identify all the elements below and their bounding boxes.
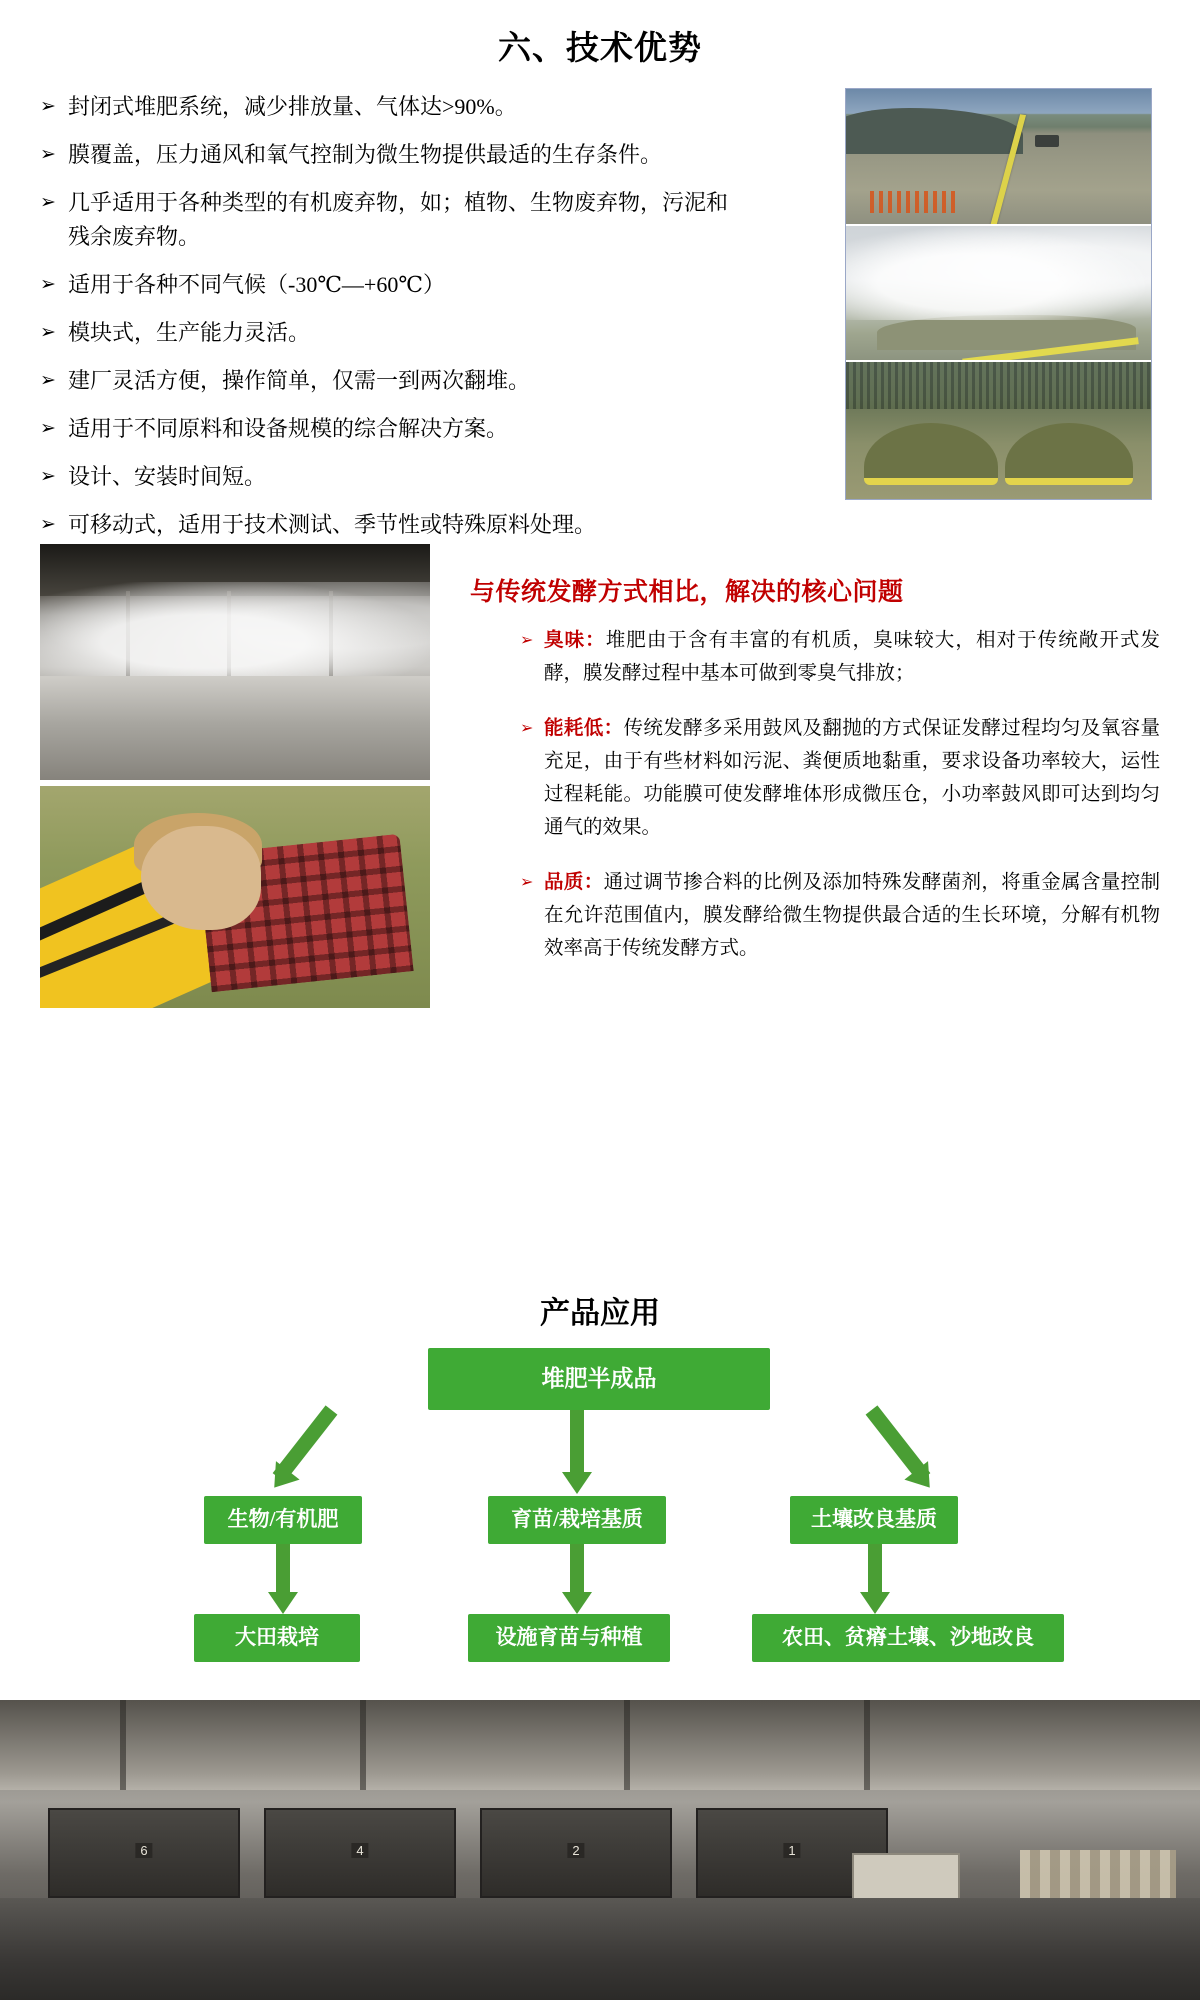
control-booth-shape [852, 1853, 960, 1904]
bullet-arrow-icon: ➢ [40, 144, 56, 165]
list-item-text: 通过调节掺合料的比例及添加特殊发酵菌剂，将重金属含量控制在允许范围值内，膜发酵给微生物提供最合适的生长环境，分解有机物效率高于传统发酵方式。 [544, 872, 1160, 959]
arrow-root-to-left [262, 1406, 452, 1498]
orange-fence [870, 191, 955, 213]
core-problems-list [520, 624, 1160, 987]
list-item [40, 90, 830, 124]
list-item [40, 186, 830, 254]
bunker-unit [264, 1808, 456, 1898]
covered-pile-shape [864, 423, 998, 486]
steaming-compost-pile-photo [846, 226, 1151, 363]
arrow-level2-2-to-level3 [562, 1544, 592, 1618]
flow-node-level2-3: 土壤改良基质 [790, 1496, 958, 1544]
right-photo-column [845, 88, 1152, 500]
list-item [40, 460, 830, 494]
list-item [520, 712, 1160, 844]
list-item-text: 建厂灵活方便，操作简单，仅需一到两次翻堆。 [68, 368, 531, 393]
arrow-stem [570, 1544, 584, 1594]
bullet-arrow-icon: ➢ [40, 192, 56, 213]
bullet-arrow-icon: ➢ [40, 418, 56, 439]
list-item-text: 设计、安装时间短。 [68, 464, 267, 489]
list-item-text: 膜覆盖，压力通风和氧气控制为微生物提供最适的生存条件。 [68, 142, 663, 167]
list-item-text: 封闭式堆肥系统，减少排放量、气体达>90%。 [68, 94, 517, 119]
bunker-label: 6 [135, 1843, 152, 1858]
arrow-head [268, 1592, 298, 1614]
list-item-label: 品质： [544, 872, 604, 893]
hill-shape [846, 108, 1023, 154]
list-item [40, 138, 830, 172]
list-item-body [544, 866, 1160, 965]
arrow-stem [276, 1544, 290, 1594]
steaming-indoor-compost-hall-photo [40, 544, 430, 780]
arrow-level2-3-to-level3 [860, 1544, 890, 1618]
list-item [40, 316, 830, 350]
bunker-label: 4 [351, 1843, 368, 1858]
arrow-stem [868, 1544, 882, 1594]
compost-heap-shape [40, 676, 430, 780]
list-item [40, 412, 830, 446]
bullet-arrow-icon: ➢ [40, 370, 56, 391]
beam-shape [360, 1700, 366, 1790]
list-item [40, 508, 830, 542]
tree-line [846, 362, 1151, 408]
bullet-arrow-icon: ➢ [40, 466, 56, 487]
bunker-label: 2 [567, 1843, 584, 1858]
list-item-text: 传统发酵多采用鼓风及翻抛的方式保证发酵过程均匀及氧容量充足，由于有些材料如污泥、粪便质地黏重，要求设备功率较大，运性过程耗能。功能膜可使发酵堆体形成微压仓，小功率鼓风即可达到均匀通气的效果。 [544, 718, 1160, 838]
beam-shape [120, 1700, 126, 1790]
page-title: 六、技术优势 [498, 31, 702, 67]
indoor-composting-plant-wide-photo [0, 1700, 1200, 2000]
list-item [40, 268, 830, 302]
worker-lying-on-membrane-photo [40, 786, 430, 1008]
list-item-body [544, 712, 1160, 844]
ceiling-shape [0, 1700, 1200, 1790]
beam-shape [864, 1700, 870, 1790]
arrow-head [860, 1592, 890, 1614]
covered-compost-piles-with-trees-photo [846, 362, 1151, 499]
steam-overlay [40, 582, 430, 691]
bullet-arrow-icon: ➢ [40, 322, 56, 343]
flow-node-root: 堆肥半成品 [428, 1348, 770, 1410]
advantages-list [40, 90, 830, 604]
list-item-label: 臭味： [544, 630, 606, 651]
floor-shape [0, 1898, 1200, 2000]
list-item-text: 可移动式，适用于技术测试、季节性或特殊原料处理。 [68, 512, 597, 537]
bullet-arrow-icon: ➢ [40, 96, 56, 117]
application-title: 产品应用 [540, 1297, 660, 1330]
list-item-body [544, 624, 1160, 690]
bullet-arrow-icon: ➢ [520, 632, 534, 649]
truck-shape [1035, 135, 1059, 147]
head-shape [141, 826, 261, 930]
bunker-unit [480, 1808, 672, 1898]
beam-shape [624, 1700, 630, 1790]
bullet-arrow-icon: ➢ [40, 274, 56, 295]
list-item [520, 624, 1160, 690]
core-problems-heading: 与传统发酵方式相比，解决的核心问题 [470, 579, 904, 606]
site-with-yellow-membrane-edge-photo [846, 89, 1151, 226]
flow-node-level2-2: 育苗/栽培基质 [488, 1496, 666, 1544]
list-item-text: 适用于各种不同气候（-30℃—+60℃） [68, 272, 445, 297]
arrow-head [562, 1472, 592, 1494]
covered-pile-shape [1005, 423, 1133, 486]
arrow-head [562, 1592, 592, 1614]
bullet-arrow-icon: ➢ [520, 720, 534, 737]
flow-node-level3-3: 农田、贫瘠土壤、沙地改良 [752, 1614, 1064, 1662]
flow-node-level3-1: 大田栽培 [194, 1614, 360, 1662]
arrow-level2-1-to-level3 [268, 1544, 298, 1618]
list-item [40, 364, 830, 398]
list-item-text: 几乎适用于各种类型的有机废弃物，如；植物、生物废弃物，污泥和残余废弃物。 [68, 190, 729, 249]
list-item-text: 堆肥由于含有丰富的有机质，臭味较大，相对于传统敞开式发酵，膜发酵过程中基本可做到零臭气排放； [544, 630, 1160, 684]
arrow-root-to-middle [562, 1410, 592, 1496]
arrow-stem [570, 1410, 584, 1474]
bullet-arrow-icon: ➢ [40, 514, 56, 535]
bullet-arrow-icon: ➢ [520, 874, 534, 891]
list-item [520, 866, 1160, 965]
list-item-text: 适用于不同原料和设备规模的综合解决方案。 [68, 416, 509, 441]
arrow-root-to-right [748, 1406, 938, 1498]
flow-node-level3-2: 设施育苗与种植 [468, 1614, 670, 1662]
steam-overlay [846, 226, 1151, 320]
flow-node-level2-1: 生物/有机肥 [204, 1496, 362, 1544]
application-flow-diagram [0, 1348, 1200, 1688]
list-item-label: 能耗低： [544, 718, 624, 739]
list-item-text: 模块式，生产能力灵活。 [68, 320, 311, 345]
bunker-label: 1 [783, 1843, 800, 1858]
bunker-unit [48, 1808, 240, 1898]
